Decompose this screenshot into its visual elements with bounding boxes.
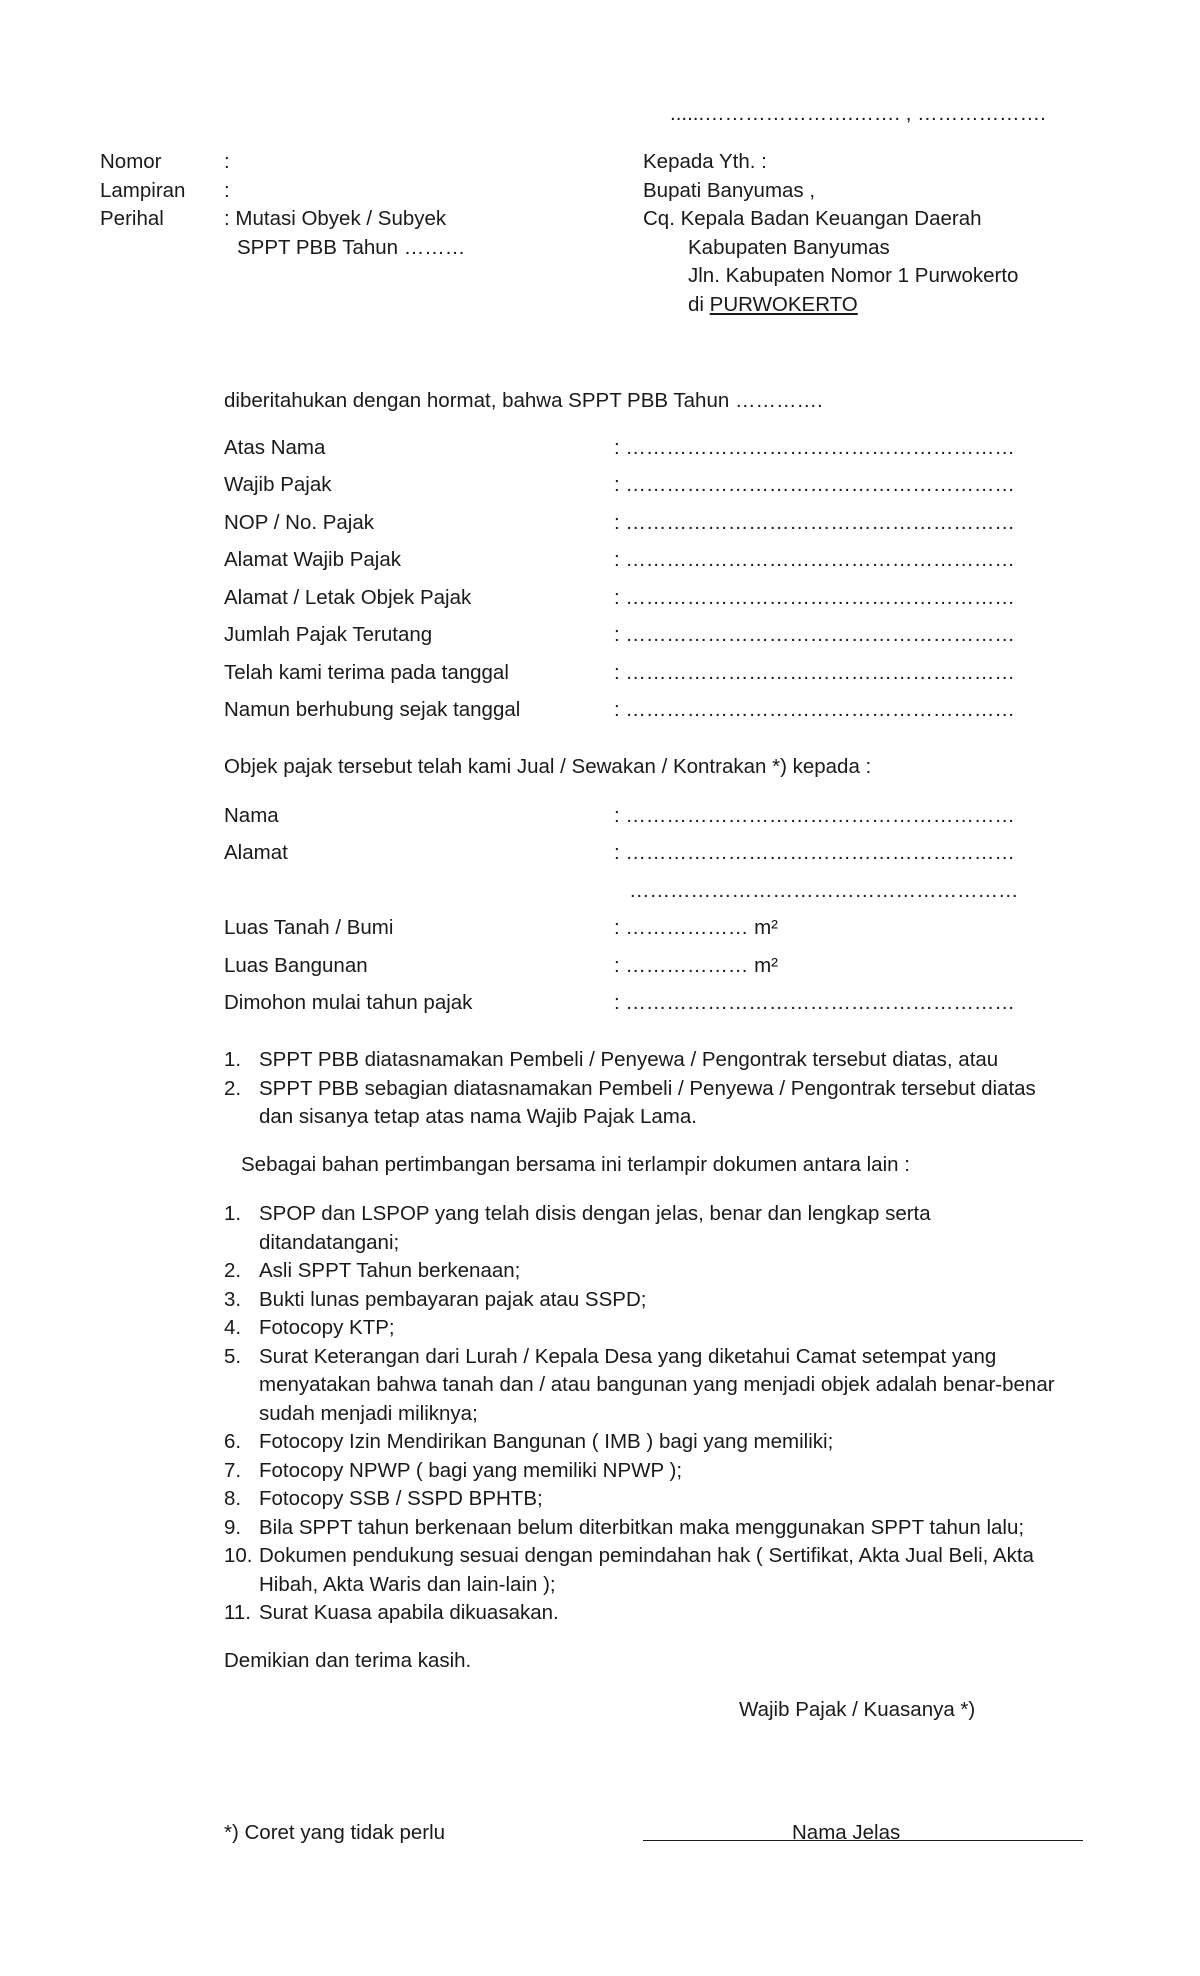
perihal-value-line2: SPPT PBB Tahun ……… (237, 236, 466, 259)
list-item: Bila SPPT tahun berkenaan belum diterbitkan maka menggunakan SPPT tahun lalu; (259, 1516, 1025, 1539)
list-item: Asli SPPT Tahun berkenaan; (259, 1259, 521, 1282)
addressee-city-name: PURWOKERTO (709, 293, 858, 316)
field-label: NOP / No. Pajak (224, 511, 375, 534)
field-label: Namun berhubung sejak tanggal (224, 698, 521, 721)
start-year-label: Dimohon mulai tahun pajak (224, 991, 473, 1014)
addressee-street: Jln. Kabupaten Nomor 1 Purwokerto (688, 264, 1019, 287)
list-item-number: 2. (224, 1259, 242, 1282)
list-item-number: 10. (224, 1544, 253, 1567)
field-value: : ………………………………………………… (614, 511, 1015, 534)
field-value: : ………………………………………………… (614, 661, 1015, 684)
field-label: Alamat / Letak Objek Pajak (224, 586, 472, 609)
list-item-continued: menyatakan bahwa tanah dan / atau bangunan yang menjadi objek adalah benar-benar (259, 1373, 1055, 1396)
field-label: Telah kami terima pada tanggal (224, 661, 509, 684)
list-item: SPPT PBB diatasnamakan Pembeli / Penyewa / Pengontrak tersebut diatas, atau (259, 1048, 999, 1071)
field-value: : ………………………………………………… (614, 698, 1015, 721)
list-item-continued: dan sisanya tetap atas nama Wajib Pajak Lama. (259, 1105, 697, 1128)
field-label: Wajib Pajak (224, 473, 332, 496)
list-item: Dokumen pendukung sesuai dengan pemindahan hak ( Sertifikat, Akta Jual Beli, Akta (259, 1544, 1034, 1567)
list-item: Bukti lunas pembayaran pajak atau SSPD; (259, 1288, 647, 1311)
field-value: : ………………………………………………… (614, 473, 1015, 496)
date-place-line: ......………………….……. , ………………. (670, 102, 1046, 125)
list-item: Fotocopy SSB / SSPD BPHTB; (259, 1487, 543, 1510)
field-value: : ………………………………………………… (614, 623, 1015, 646)
closing-text: Demikian dan terima kasih. (224, 1649, 472, 1672)
signature-name: Nama Jelas (792, 1821, 901, 1844)
list-item-number: 9. (224, 1516, 242, 1539)
signature-line (643, 1840, 1083, 1841)
field-value: : ………………………………………………… (614, 436, 1015, 459)
addressee-city (688, 295, 858, 316)
field-label: Alamat Wajib Pajak (224, 548, 401, 571)
footnote: *) Coret yang tidak perlu (224, 1821, 446, 1844)
list-item: Fotocopy Izin Mendirikan Bangunan ( IMB ) bagi yang memiliki; (259, 1430, 834, 1453)
field-value: : ………………………………………………… (614, 548, 1015, 571)
list-item-continued: Hibah, Akta Waris dan lain-lain ); (259, 1573, 556, 1596)
list-item-number: 1. (224, 1048, 242, 1071)
list-item-number: 7. (224, 1459, 242, 1482)
addressee-name: Bupati Banyumas , (643, 179, 816, 202)
field-label: Atas Nama (224, 436, 326, 459)
list-item-number: 2. (224, 1077, 242, 1100)
addressee-kabupaten: Kabupaten Banyumas (688, 236, 890, 259)
land-area-label: Luas Tanah / Bumi (224, 916, 394, 939)
building-area-label: Luas Bangunan (224, 954, 368, 977)
recipient-name-label: Nama (224, 804, 279, 827)
recipient-address-value-line2: ………………………………………………… (629, 879, 1019, 902)
perihal-value: : Mutasi Obyek / Subyek (224, 207, 447, 230)
land-area-value: : ……………… m² (614, 916, 778, 939)
list-item: Fotocopy KTP; (259, 1316, 395, 1339)
list-item: Fotocopy NPWP ( bagi yang memiliki NPWP ); (259, 1459, 683, 1482)
nomor-label: Nomor (100, 150, 162, 173)
transfer-intro: Objek pajak tersebut telah kami Jual / Sewakan / Kontrakan *) kepada : (224, 755, 872, 778)
list-item-number: 8. (224, 1487, 242, 1510)
kepada-yth: Kepada Yth. : (643, 150, 767, 173)
list-item-continued: ditandatangani; (259, 1231, 400, 1254)
addressee-city-prefix: di (688, 293, 710, 316)
list-item-number: 4. (224, 1316, 242, 1339)
intro-sentence: diberitahukan dengan hormat, bahwa SPPT PBB Tahun …………. (224, 389, 823, 412)
list-item-number: 11. (224, 1601, 251, 1624)
lampiran-label: Lampiran (100, 179, 186, 202)
field-label: Jumlah Pajak Terutang (224, 623, 433, 646)
list-item: SPPT PBB sebagian diatasnamakan Pembeli / Penyewa / Pengontrak tersebut diatas (259, 1077, 1036, 1100)
recipient-name-value: : ………………………………………………… (614, 804, 1015, 827)
list-item-number: 3. (224, 1288, 242, 1311)
perihal-label: Perihal (100, 207, 164, 230)
start-year-value: : ………………………………………………… (614, 991, 1015, 1014)
attachments-intro: Sebagai bahan pertimbangan bersama ini terlampir dokumen antara lain : (241, 1153, 910, 1176)
list-item: Surat Keterangan dari Lurah / Kepala Desa yang diketahui Camat setempat yang (259, 1345, 997, 1368)
list-item-number: 5. (224, 1345, 242, 1368)
signature-title: Wajib Pajak / Kuasanya *) (739, 1698, 976, 1721)
field-value: : ………………………………………………… (614, 586, 1015, 609)
addressee-cq: Cq. Kepala Badan Keuangan Daerah (643, 207, 982, 230)
list-item-number: 6. (224, 1430, 242, 1453)
building-area-value: : ……………… m² (614, 954, 778, 977)
list-item: Surat Kuasa apabila dikuasakan. (259, 1601, 559, 1624)
list-item-number: 1. (224, 1202, 242, 1225)
lampiran-colon: : (224, 179, 230, 202)
list-item-continued: sudah menjadi miliknya; (259, 1402, 478, 1425)
list-item: SPOP dan LSPOP yang telah disis dengan jelas, benar dan lengkap serta (259, 1202, 931, 1225)
nomor-colon: : (224, 150, 230, 173)
recipient-address-label: Alamat (224, 841, 288, 864)
recipient-address-value: : ………………………………………………… (614, 841, 1015, 864)
